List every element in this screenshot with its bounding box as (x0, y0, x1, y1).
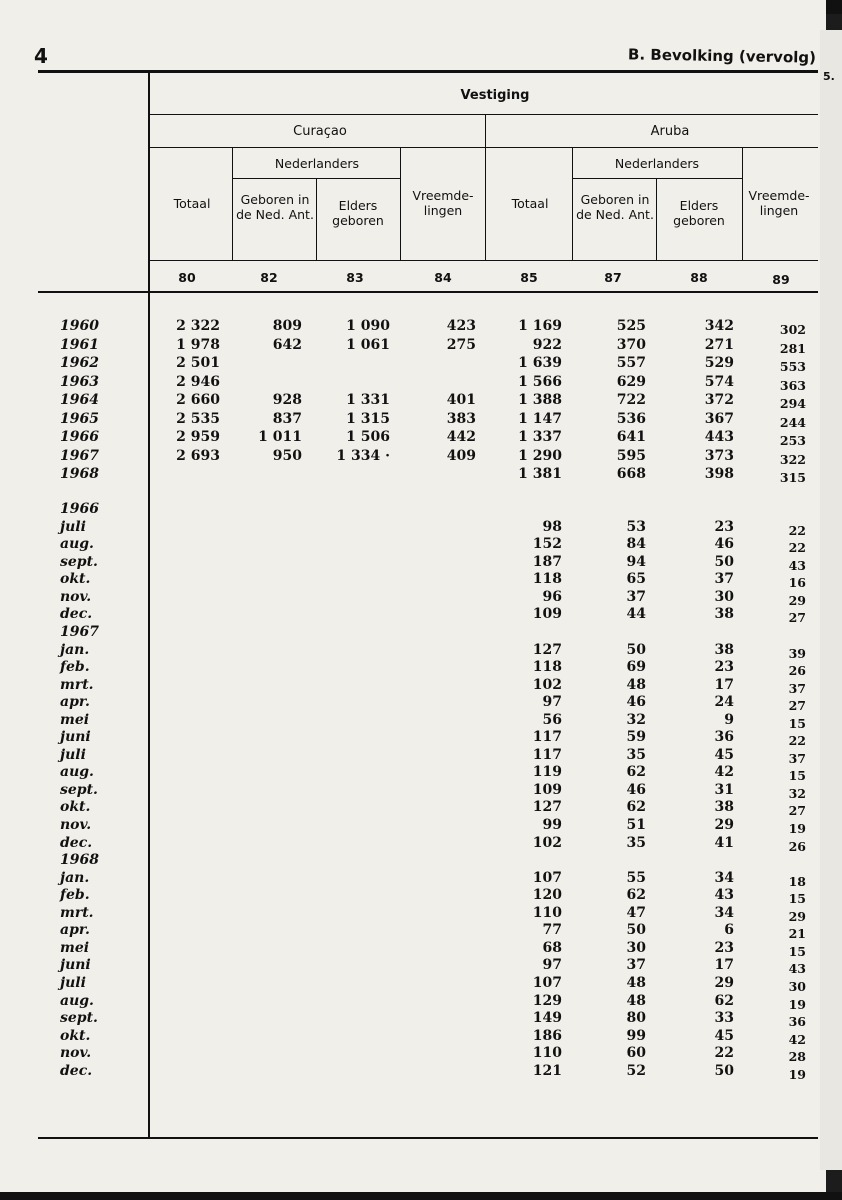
table-cell: 409 (446, 447, 476, 464)
table-cell: 110 (532, 904, 562, 921)
table-cell: 43 (714, 887, 734, 904)
table-cell: 2 693 (176, 447, 220, 464)
row-label: 1961 (60, 336, 99, 353)
table-cell: 1 388 (518, 392, 562, 408)
table-cell: 443 (704, 429, 734, 445)
row-label: apr. (60, 694, 90, 711)
table-cell: 127 (532, 799, 562, 816)
table-cell: 45 (714, 746, 734, 763)
header-vestiging: Vestiging (460, 88, 530, 103)
table-cell: 48 (626, 992, 646, 1009)
col-divider (742, 148, 743, 260)
table-cell: 17 (714, 957, 734, 974)
table-cell: 367 (704, 410, 734, 427)
row-label: 1966 (60, 501, 99, 518)
table-cell: 1 331 (346, 392, 390, 408)
table-cell: 2 959 (176, 429, 220, 445)
row-label: dec. (60, 834, 93, 851)
table-cell: 39 (788, 645, 806, 661)
row-label: nov. (60, 817, 92, 833)
table-cell: 37 (788, 750, 806, 766)
table-cell: 32 (626, 711, 646, 728)
table-cell: 107 (532, 869, 562, 886)
table-cell: 29 (714, 817, 734, 833)
table-cell: 46 (626, 694, 646, 711)
table-cell: 23 (714, 939, 734, 956)
col-divider (400, 148, 401, 260)
table-cell: 37 (626, 957, 646, 974)
table-cell: 15 (788, 768, 806, 784)
table-cell: 15 (788, 891, 806, 907)
row-label: dec. (60, 1062, 93, 1079)
col-number: 89 (772, 272, 790, 287)
col-number: 88 (690, 270, 708, 285)
table-cell: 44 (626, 606, 646, 623)
col-divider (572, 148, 573, 260)
row-label: 1965 (60, 410, 99, 427)
table-cell: 722 (616, 392, 646, 408)
table-cell: 373 (704, 447, 734, 464)
table-cell: 1 061 (346, 336, 390, 353)
table-cell: 1 147 (518, 410, 562, 427)
row-label: juni (60, 957, 91, 974)
table-cell: 42 (788, 1031, 806, 1047)
table-cell: 99 (626, 1027, 646, 1044)
table-cell: 22 (788, 540, 806, 556)
row-label: 1960 (60, 318, 99, 334)
row-label: mrt. (60, 676, 94, 693)
table-cell: 50 (626, 641, 646, 658)
row-label: juni (60, 729, 91, 746)
table-cell: 24 (714, 694, 734, 711)
table-cell: 2 535 (176, 410, 220, 427)
row-label: dec. (60, 606, 93, 623)
table-cell: 2 501 (176, 355, 220, 371)
col-number: 82 (260, 270, 278, 285)
table-cell: 1 090 (346, 318, 390, 334)
col-header-label: Vreemde-lingen (412, 188, 474, 218)
table-cell: 837 (272, 410, 302, 427)
divider-curacao-aruba (485, 115, 486, 260)
rule-above-colnums (150, 260, 818, 261)
table-cell: 30 (626, 939, 646, 956)
table-cell: 253 (779, 433, 806, 448)
table-cell: 315 (779, 470, 806, 485)
row-label: sept. (60, 553, 98, 570)
table-cell: 45 (714, 1027, 734, 1044)
table-cell: 117 (532, 729, 562, 746)
row-label: sept. (60, 781, 98, 798)
row-label: 1966 (60, 429, 99, 445)
table-cell: 50 (714, 1062, 734, 1079)
table-cell: 110 (532, 1045, 562, 1062)
table-cell: 342 (704, 318, 734, 334)
table-cell: 68 (542, 939, 562, 956)
table-cell: 2 660 (176, 392, 220, 408)
row-label: 1964 (60, 392, 99, 408)
table-cell: 51 (626, 817, 646, 833)
table-cell: 294 (779, 396, 806, 411)
table-cell: 65 (626, 571, 646, 588)
table-cell: 401 (446, 392, 476, 408)
table-cell: 34 (714, 904, 734, 921)
table-cell: 809 (272, 318, 302, 334)
table-cell: 102 (532, 676, 562, 693)
table-cell: 152 (532, 536, 562, 553)
table-cell: 59 (626, 729, 646, 746)
table-cell: 536 (616, 410, 646, 427)
row-label: mei (60, 939, 90, 956)
table-cell: 383 (446, 410, 476, 427)
table-cell: 595 (616, 447, 646, 464)
table-cell: 16 (788, 575, 806, 591)
col-header-label: Geboren in de Ned. Ant. (576, 192, 654, 222)
row-label: mrt. (60, 904, 94, 921)
table-cell: 281 (779, 340, 806, 356)
bottom-rule (38, 1137, 818, 1139)
table-cell: 50 (714, 553, 734, 570)
table-cell: 69 (626, 659, 646, 676)
table-cell: 36 (714, 729, 734, 746)
col-header-label: Elders geboren (673, 198, 725, 228)
table-cell: 96 (542, 588, 562, 605)
col-number: 83 (346, 270, 364, 285)
row-label: 1967 (60, 623, 99, 640)
table-cell: 27 (788, 698, 806, 714)
table-cell: 26 (788, 838, 806, 854)
col-number: 80 (178, 270, 196, 285)
adjacent-page-mark: 5. (823, 70, 835, 83)
table-cell: 22 (788, 522, 806, 538)
table-cell: 275 (446, 336, 476, 353)
table-cell: 50 (626, 922, 646, 939)
table-cell: 120 (532, 887, 562, 904)
table-cell: 629 (616, 373, 646, 390)
table-cell: 60 (626, 1045, 646, 1062)
row-label: mei (60, 711, 90, 728)
table-cell: 43 (788, 961, 806, 977)
table-cell: 55 (626, 869, 646, 886)
rule-under-vestiging (150, 114, 818, 115)
table-cell: 33 (714, 1010, 734, 1027)
col-number: 85 (520, 270, 538, 285)
table-cell: 35 (626, 834, 646, 851)
table-cell: 43 (788, 557, 806, 573)
table-cell: 56 (542, 711, 562, 728)
table-cell: 47 (626, 904, 646, 921)
table-cell: 1 337 (518, 429, 562, 445)
table-cell: 398 (704, 466, 734, 482)
table-cell: 97 (542, 957, 562, 974)
table-cell: 1 566 (518, 373, 562, 390)
rule-under-islands (150, 147, 818, 148)
table-cell: 244 (779, 414, 806, 430)
row-label: aug. (60, 536, 94, 553)
row-label: juli (60, 746, 86, 763)
table-cell: 186 (532, 1027, 562, 1044)
table-cell: 30 (714, 588, 734, 605)
row-label: 1968 (60, 466, 99, 482)
table-cell: 52 (626, 1062, 646, 1079)
table-cell: 370 (616, 336, 646, 353)
table-cell: 6 (724, 922, 734, 939)
col-header-label: Geboren in de Ned. Ant. (236, 192, 314, 222)
table-cell: 36 (788, 1014, 806, 1030)
table-cell: 28 (788, 1049, 806, 1065)
col-header-label: Totaal (173, 196, 211, 211)
table-cell: 129 (532, 992, 562, 1009)
row-label: nov. (60, 588, 92, 605)
table-cell: 109 (532, 606, 562, 623)
table-cell: 21 (788, 926, 806, 942)
row-label: okt. (60, 571, 91, 588)
col-number: 84 (434, 270, 452, 285)
page-number: 4 (34, 44, 48, 68)
table-cell: 27 (788, 803, 806, 819)
table-cell: 2 946 (176, 373, 220, 390)
table-cell: 23 (714, 518, 734, 535)
table-cell: 1 169 (518, 318, 562, 334)
stub-divider (148, 73, 150, 1138)
table-cell: 1 290 (518, 447, 562, 464)
table-cell: 34 (714, 869, 734, 886)
table-cell: 42 (714, 764, 734, 781)
table-cell: 15 (788, 943, 806, 959)
table-cell: 30 (788, 978, 806, 994)
adjacent-page-strip (820, 30, 842, 1170)
table-cell: 102 (532, 834, 562, 851)
table-cell: 62 (714, 992, 734, 1009)
table-cell: 77 (542, 922, 562, 939)
table-cell: 18 (788, 873, 806, 889)
table-cell: 1 315 (346, 410, 390, 427)
table-cell: 26 (788, 663, 806, 679)
table-cell: 46 (626, 781, 646, 798)
rule-under-nederlanders-aru (572, 178, 742, 179)
row-label: apr. (60, 922, 90, 939)
table-cell: 62 (626, 799, 646, 816)
col-divider (316, 178, 317, 260)
table-cell: 27 (788, 610, 806, 626)
table-cell: 19 (788, 1066, 806, 1082)
table-cell: 2 322 (176, 318, 220, 334)
row-label: aug. (60, 764, 94, 781)
table-cell: 62 (626, 764, 646, 781)
table-cell: 1 011 (258, 429, 302, 445)
col-number: 87 (604, 270, 622, 285)
table-cell: 62 (626, 887, 646, 904)
header-nederlanders-aruba: Nederlanders (614, 156, 700, 171)
table-cell: 38 (714, 641, 734, 658)
col-divider (232, 148, 233, 260)
table-cell: 31 (714, 781, 734, 798)
table-cell: 41 (714, 834, 734, 851)
table-cell: 22 (714, 1045, 734, 1062)
table-cell: 48 (626, 676, 646, 693)
table-cell: 529 (704, 355, 734, 371)
row-label: feb. (60, 659, 90, 676)
header-curacao: Curaçao (293, 124, 347, 139)
table-cell: 94 (626, 553, 646, 570)
table-cell: 46 (714, 536, 734, 553)
table-cell: 117 (532, 746, 562, 763)
running-title: B. Bevolking (vervolg) (627, 45, 817, 67)
table-cell: 322 (779, 451, 806, 467)
table-cell: 642 (272, 336, 302, 353)
row-label: okt. (60, 1027, 91, 1044)
table-cell: 109 (532, 781, 562, 798)
row-label: juli (60, 974, 86, 991)
rule-under-header (38, 291, 818, 293)
table-cell: 29 (714, 974, 734, 991)
row-label: nov. (60, 1045, 92, 1062)
table-cell: 363 (779, 377, 806, 393)
table-cell: 127 (532, 641, 562, 658)
table-cell: 9 (724, 711, 734, 728)
table-cell: 187 (532, 553, 562, 570)
table-cell: 574 (704, 373, 734, 390)
table-cell: 107 (532, 974, 562, 991)
table-cell: 553 (779, 359, 806, 374)
row-label: jan. (60, 869, 90, 886)
table-cell: 37 (788, 680, 806, 696)
row-label: 1967 (60, 447, 99, 464)
row-label: juli (60, 518, 86, 535)
table-cell: 17 (714, 676, 734, 693)
row-label: feb. (60, 887, 90, 904)
table-cell: 119 (532, 764, 562, 781)
table-cell: 38 (714, 799, 734, 816)
table-cell: 19 (788, 821, 806, 836)
header-aruba: Aruba (650, 124, 690, 139)
top-rule (38, 70, 818, 73)
table-cell: 1 639 (518, 355, 562, 371)
table-cell: 29 (788, 908, 806, 924)
table-cell: 928 (272, 392, 302, 408)
table-cell: 372 (704, 392, 734, 408)
table-cell: 22 (788, 733, 806, 749)
table-cell: 1 381 (518, 466, 562, 482)
table-cell: 29 (788, 592, 806, 608)
table-cell: 668 (616, 466, 646, 482)
table-cell: 84 (626, 536, 646, 553)
row-label: 1963 (60, 373, 99, 390)
table-cell: 19 (788, 996, 806, 1012)
table-cell: 37 (714, 571, 734, 588)
table-cell: 37 (626, 588, 646, 605)
table-cell: 641 (616, 429, 646, 445)
table-cell: 525 (616, 318, 646, 334)
table-cell: 32 (788, 785, 806, 801)
table-cell: 302 (779, 322, 806, 337)
table-cell: 99 (542, 817, 562, 833)
table-cell: 121 (532, 1062, 562, 1079)
table-cell: 38 (714, 606, 734, 623)
table-cell: 80 (626, 1010, 646, 1027)
row-label: okt. (60, 799, 91, 816)
header-nederlanders-curacao: Nederlanders (274, 156, 360, 171)
table-cell: 35 (626, 746, 646, 763)
table-cell: 442 (446, 429, 476, 445)
row-label: 1968 (60, 852, 99, 869)
table-cell: 423 (446, 318, 476, 334)
table-cell: 1 506 (346, 429, 390, 445)
table-cell: 48 (626, 974, 646, 991)
table-cell: 557 (616, 355, 646, 371)
table-cell: 53 (626, 518, 646, 535)
row-label: 1962 (60, 355, 99, 371)
col-divider (656, 178, 657, 260)
table-cell: 922 (532, 336, 562, 353)
table-cell: 97 (542, 694, 562, 711)
table-cell: 118 (532, 571, 562, 588)
row-label: jan. (60, 641, 90, 658)
table-cell: 1 334 · (336, 447, 390, 464)
row-label: sept. (60, 1010, 98, 1027)
table-cell: 1 978 (176, 336, 220, 353)
table-cell: 271 (704, 336, 734, 353)
table-cell: 950 (272, 447, 302, 464)
table-cell: 15 (788, 715, 806, 731)
col-header-label: Elders geboren (332, 198, 384, 228)
table-cell: 23 (714, 659, 734, 676)
row-label: aug. (60, 992, 94, 1009)
table-cell: 98 (542, 518, 562, 535)
col-header-label: Totaal (511, 196, 549, 211)
table-cell: 118 (532, 659, 562, 676)
col-header-label: Vreemde-lingen (748, 188, 810, 218)
table-cell: 149 (532, 1010, 562, 1027)
scan-bottom-border (0, 1192, 842, 1200)
